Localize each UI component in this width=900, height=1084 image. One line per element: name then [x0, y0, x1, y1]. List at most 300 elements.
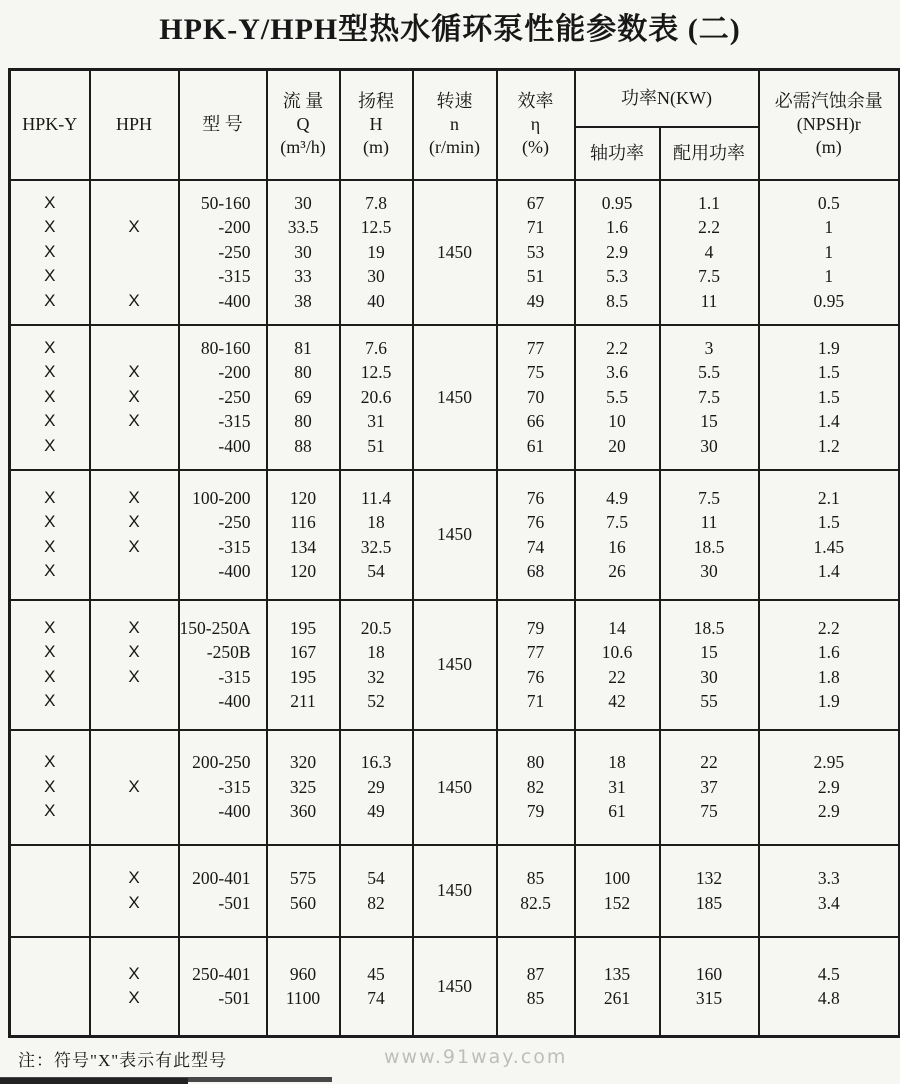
cell-line: 61: [526, 435, 545, 456]
header-label: 型 号: [202, 114, 243, 135]
cell-line: 29: [367, 776, 385, 797]
speed-cell: 1450: [413, 470, 497, 600]
cell-line: 38: [294, 290, 312, 311]
table-block-row: [10, 600, 900, 730]
cell-line: 7.5: [698, 266, 720, 287]
header-label: n: [450, 114, 459, 135]
cell-line: -501: [218, 892, 251, 913]
header-label: HPK-Y: [22, 114, 78, 135]
cell-line: 315: [695, 988, 723, 1009]
table-block-row: [10, 325, 900, 470]
cell-line: 0.95: [601, 192, 633, 213]
efficiency-cell: [497, 730, 575, 845]
cell-line: 0.95: [813, 290, 845, 311]
header-label: 流 量: [282, 91, 324, 112]
header-shaft-power: [575, 127, 660, 180]
hpky-mark-cell: [10, 600, 90, 730]
cell-line: 1.5: [817, 512, 840, 532]
cell-line: 1.9: [817, 337, 840, 358]
cell-line: 76: [526, 487, 545, 508]
cell-line: X: [128, 988, 140, 1008]
header-label: 轴功率: [590, 142, 644, 163]
cell-line: 55: [700, 691, 718, 711]
header-efficiency: [497, 70, 575, 180]
npsh-cell: [759, 937, 900, 1037]
cell-line: [91, 434, 178, 459]
cell-line: 14: [608, 617, 626, 638]
cell-line: 79: [526, 617, 545, 638]
header-head: [340, 70, 413, 180]
cell-line: 54: [367, 868, 385, 888]
cell-line: 5.3: [606, 266, 628, 287]
cell-line: 16.3: [360, 752, 392, 773]
cell-line: [91, 191, 178, 216]
cell-line: 100: [603, 868, 631, 888]
cell-line: -400: [218, 561, 251, 581]
cell-line: 150-250A: [179, 617, 251, 638]
cell-line: X: [128, 362, 140, 382]
header-rated-power: [660, 127, 759, 180]
model-cell: [179, 325, 267, 470]
cell-line: [91, 799, 178, 824]
cell-line: 2.2: [698, 217, 720, 238]
cell-line: 575: [289, 868, 317, 888]
cell-line: 4.5: [817, 963, 840, 984]
header-label: (r/min): [429, 137, 480, 158]
cell-line: 51: [367, 435, 385, 456]
cell-line: 32.5: [360, 536, 392, 557]
cell-line: 4: [704, 241, 714, 262]
cell-line: 20.6: [360, 386, 392, 407]
flow-cell: [267, 470, 340, 600]
cell-line: -400: [218, 290, 251, 311]
cell-line: X: [44, 386, 56, 406]
cell-line: 10: [608, 411, 626, 432]
cell-line: 80-160: [200, 337, 251, 358]
head-cell: [340, 845, 413, 937]
cell-line: 67: [526, 192, 545, 213]
table-header: [10, 70, 900, 180]
cell-line: 76: [526, 666, 545, 687]
header-npsh: [759, 70, 900, 180]
cell-line: 32: [367, 666, 385, 687]
cell-line: 74: [526, 536, 545, 557]
page-title: HPK-Y/HPH型热水循环泵性能参数表 (二): [159, 13, 741, 46]
rated-power-cell: [660, 937, 759, 1037]
flow-cell: [267, 730, 340, 845]
header-label: (NPSH)r: [796, 114, 861, 135]
speed-cell: 1450: [413, 937, 497, 1037]
cell-line: 1: [824, 266, 834, 287]
cell-line: 31: [367, 411, 385, 432]
cell-line: 134: [289, 536, 317, 557]
head-cell: [340, 600, 413, 730]
cell-line: 11.4: [361, 487, 391, 508]
cell-line: X: [128, 666, 140, 686]
cell-line: 75: [526, 362, 545, 383]
head-cell: [340, 470, 413, 600]
cell-line: 1.9: [817, 691, 840, 711]
cell-line: -315: [218, 776, 251, 797]
speed-cell: 1450: [413, 845, 497, 937]
cell-line: 2.95: [813, 752, 845, 773]
cell-line: X: [44, 362, 56, 382]
cell-line: X: [128, 487, 140, 507]
cell-line: 82: [367, 892, 385, 913]
hpky-mark-cell: [10, 937, 90, 1037]
hph-mark-cell: [90, 937, 179, 1037]
flow-cell: [267, 600, 340, 730]
cell-line: -400: [218, 801, 251, 822]
cell-line: 120: [289, 487, 317, 508]
cell-line: 82: [526, 776, 545, 797]
cell-line: -315: [218, 536, 251, 557]
cell-line: 1.1: [698, 192, 720, 213]
scan-edge-artifact: [0, 1078, 188, 1084]
npsh-cell: [759, 730, 900, 845]
cell-line: [11, 891, 89, 916]
rated-power-cell: [660, 470, 759, 600]
cell-line: 81: [294, 337, 312, 358]
cell-line: 4.8: [817, 988, 840, 1009]
rated-power-cell: [660, 845, 759, 937]
cell-line: 80: [294, 411, 312, 432]
table-block-row: [10, 180, 900, 325]
header-label: 必需汽蚀余量: [774, 91, 883, 112]
shaft-power-cell: [575, 730, 660, 845]
cell-line: 80: [526, 752, 545, 773]
model-cell: [179, 180, 267, 325]
cell-line: [91, 264, 178, 289]
cell-line: 22: [700, 752, 718, 773]
shaft-power-cell: [575, 325, 660, 470]
cell-line: X: [44, 411, 56, 431]
cell-line: 250-401: [192, 963, 251, 984]
cell-line: X: [44, 752, 56, 772]
speed-cell: 1450: [413, 600, 497, 730]
cell-line: 71: [526, 691, 545, 711]
cell-line: [91, 240, 178, 265]
cell-line: 200-401: [192, 868, 251, 888]
cell-line: 74: [367, 988, 385, 1009]
cell-line: 320: [289, 752, 317, 773]
cell-line: 116: [290, 512, 316, 532]
cell-line: X: [44, 666, 56, 686]
npsh-cell: [759, 600, 900, 730]
header-label: (%): [522, 137, 549, 158]
head-cell: [340, 180, 413, 325]
cell-line: 30: [367, 266, 385, 287]
cell-line: 68: [526, 561, 545, 581]
cell-line: 53: [526, 241, 545, 262]
cell-line: 2.9: [606, 241, 628, 262]
cell-line: X: [128, 868, 140, 887]
cell-line: 1.5: [817, 386, 840, 407]
header-label: (m): [815, 137, 842, 158]
cell-line: 200-250: [192, 752, 251, 773]
cell-line: 185: [695, 892, 723, 913]
hph-mark-cell: [90, 325, 179, 470]
flow-cell: [267, 180, 340, 325]
cell-line: 2.9: [817, 801, 840, 822]
rated-power-cell: [660, 600, 759, 730]
cell-line: 61: [608, 801, 626, 822]
rated-power-cell: [660, 180, 759, 325]
cell-line: -250: [218, 386, 251, 407]
efficiency-cell: [497, 937, 575, 1037]
cell-line: -250: [218, 512, 251, 532]
cell-line: 10.6: [601, 642, 633, 662]
cell-line: 18.5: [693, 617, 725, 638]
cell-line: 18: [367, 642, 385, 662]
cell-line: [11, 866, 89, 891]
cell-line: X: [44, 337, 56, 357]
cell-line: 87: [526, 963, 545, 984]
model-cell: [179, 600, 267, 730]
header-label: (m³/h): [280, 137, 326, 158]
hph-mark-cell: [90, 600, 179, 730]
cell-line: 70: [526, 386, 545, 407]
cell-line: X: [44, 192, 56, 212]
cell-line: 5.5: [698, 362, 720, 383]
cell-line: 1.4: [817, 411, 840, 432]
speed-cell: 1450: [413, 180, 497, 325]
cell-line: X: [128, 963, 140, 983]
header-label: 功率N(KW): [621, 87, 712, 108]
npsh-cell: [759, 180, 900, 325]
efficiency-cell: [497, 180, 575, 325]
cell-line: 560: [289, 892, 317, 913]
cell-line: 54: [367, 561, 385, 581]
cell-line: -250B: [206, 642, 251, 662]
head-cell: [340, 325, 413, 470]
cell-line: [11, 962, 89, 987]
header-model: [179, 70, 267, 180]
cell-line: 19: [367, 241, 385, 262]
cell-line: 7.5: [698, 386, 720, 407]
cell-line: 33.5: [287, 217, 319, 238]
header-label: H: [369, 114, 383, 135]
flow-cell: [267, 325, 340, 470]
cell-line: X: [44, 642, 56, 661]
npsh-cell: [759, 470, 900, 600]
cell-line: 49: [526, 290, 545, 311]
cell-line: 66: [526, 411, 545, 432]
header-label: Q: [296, 114, 310, 135]
cell-line: 960: [289, 963, 317, 984]
npsh-cell: [759, 325, 900, 470]
cell-line: 30: [700, 435, 718, 456]
cell-line: 2.2: [817, 617, 840, 638]
cell-line: 2.9: [817, 776, 840, 797]
cell-line: 120: [289, 561, 317, 581]
header-label: 配用功率: [673, 142, 745, 163]
cell-line: 3.6: [606, 362, 628, 383]
speed-cell: 1450: [413, 730, 497, 845]
hph-mark-cell: [90, 470, 179, 600]
cell-line: X: [44, 801, 56, 821]
cell-line: 88: [294, 435, 312, 456]
table-block-row: [10, 937, 900, 1037]
cell-line: 1.6: [817, 642, 840, 662]
shaft-power-cell: [575, 180, 660, 325]
table-block-row: [10, 470, 900, 600]
cell-line: 77: [526, 642, 545, 662]
cell-line: 20: [608, 435, 626, 456]
cell-line: -400: [218, 435, 251, 456]
hpky-mark-cell: [10, 180, 90, 325]
cell-line: X: [128, 642, 140, 661]
hpky-mark-cell: [10, 470, 90, 600]
cell-line: 195: [289, 617, 317, 638]
model-cell: [179, 845, 267, 937]
cell-line: 30: [294, 241, 312, 262]
cell-line: 132: [695, 868, 723, 888]
header-hph: [90, 70, 179, 180]
cell-line: -200: [218, 217, 251, 238]
hph-mark-cell: [90, 730, 179, 845]
cell-line: 77: [526, 337, 545, 358]
cell-line: 1.4: [817, 561, 840, 581]
cell-line: X: [128, 892, 140, 912]
header-hpky: [10, 70, 90, 180]
cell-line: 16: [608, 536, 626, 557]
cell-line: 8.5: [606, 290, 628, 311]
hph-mark-cell: [90, 845, 179, 937]
efficiency-cell: [497, 845, 575, 937]
cell-line: 0.5: [817, 192, 840, 213]
hpky-mark-cell: [10, 730, 90, 845]
cell-line: 18: [367, 512, 385, 532]
cell-line: 37: [700, 776, 718, 797]
cell-line: 52: [367, 691, 385, 711]
cell-line: X: [44, 217, 56, 237]
head-cell: [340, 937, 413, 1037]
cell-line: 71: [526, 217, 545, 238]
cell-line: 85: [526, 988, 545, 1009]
efficiency-cell: [497, 470, 575, 600]
cell-line: 18.5: [693, 536, 725, 557]
efficiency-cell: [497, 600, 575, 730]
cell-line: 22: [608, 666, 626, 687]
cell-line: 211: [290, 691, 316, 711]
cell-line: X: [44, 487, 56, 507]
rated-power-cell: [660, 325, 759, 470]
cell-line: 7.6: [365, 337, 387, 358]
watermark: www.91way.com: [384, 1046, 568, 1068]
cell-line: 195: [289, 666, 317, 687]
shaft-power-cell: [575, 845, 660, 937]
cell-line: X: [44, 290, 56, 310]
cell-line: 51: [526, 266, 545, 287]
cell-line: 49: [367, 801, 385, 822]
cell-line: [91, 750, 178, 775]
cell-line: X: [44, 435, 56, 455]
cell-line: X: [44, 691, 56, 710]
table-block-row: [10, 730, 900, 845]
cell-line: X: [44, 561, 56, 580]
cell-line: X: [128, 386, 140, 406]
flow-cell: [267, 845, 340, 937]
table-body: [10, 180, 900, 1037]
rated-power-cell: [660, 730, 759, 845]
cell-line: 42: [608, 691, 626, 711]
cell-line: X: [44, 536, 56, 556]
cell-line: -315: [218, 266, 251, 287]
cell-line: 1.8: [817, 666, 840, 687]
header-power-group: [575, 70, 759, 127]
cell-line: -250: [218, 241, 251, 262]
cell-line: 325: [289, 776, 317, 797]
cell-line: [91, 689, 178, 714]
cell-line: 7.8: [365, 192, 387, 213]
cell-line: [91, 559, 178, 584]
cell-line: 1: [824, 241, 834, 262]
header-speed: [413, 70, 497, 180]
header-flow: [267, 70, 340, 180]
cell-line: 50-160: [200, 192, 251, 213]
cell-line: X: [128, 512, 140, 531]
cell-line: 152: [603, 892, 631, 913]
hpky-mark-cell: [10, 325, 90, 470]
cell-line: 167: [289, 642, 317, 662]
cell-line: -315: [218, 411, 251, 432]
shaft-power-cell: [575, 470, 660, 600]
cell-line: X: [128, 536, 140, 556]
pump-performance-table: [8, 68, 900, 1038]
header-label: (m): [363, 137, 389, 158]
cell-line: 7.5: [606, 512, 628, 532]
cell-line: 1.5: [817, 362, 840, 383]
header-label: HPH: [115, 114, 152, 135]
cell-line: 11: [700, 290, 718, 311]
cell-line: [11, 986, 89, 1011]
cell-line: 1100: [285, 988, 321, 1009]
cell-line: 15: [700, 642, 718, 662]
cell-line: 2.1: [817, 487, 840, 508]
cell-line: 160: [695, 963, 723, 984]
cell-line: X: [128, 411, 140, 431]
footnote: 注：符号"X"表示有此型号: [18, 1051, 228, 1070]
model-cell: [179, 470, 267, 600]
cell-line: 31: [608, 776, 626, 797]
cell-line: 7.5: [698, 487, 720, 508]
header-label: 效率: [517, 91, 554, 112]
cell-line: 69: [294, 386, 312, 407]
cell-line: [91, 336, 178, 361]
cell-line: X: [44, 512, 56, 531]
cell-line: 3.3: [817, 868, 840, 888]
cell-line: 5.5: [606, 386, 628, 407]
cell-line: X: [44, 776, 56, 796]
cell-line: -200: [218, 362, 251, 383]
cell-line: -400: [218, 691, 251, 711]
cell-line: 45: [367, 963, 385, 984]
cell-line: -315: [218, 666, 251, 687]
model-cell: [179, 730, 267, 845]
cell-line: 33: [294, 266, 312, 287]
cell-line: 82.5: [520, 892, 551, 913]
shaft-power-cell: [575, 937, 660, 1037]
cell-line: X: [128, 776, 140, 796]
cell-line: 30: [700, 666, 718, 687]
cell-line: 79: [526, 801, 545, 822]
cell-line: 40: [367, 290, 385, 311]
flow-cell: [267, 937, 340, 1037]
cell-line: 1.6: [606, 217, 628, 238]
cell-line: -501: [218, 988, 251, 1009]
hpky-mark-cell: [10, 845, 90, 937]
